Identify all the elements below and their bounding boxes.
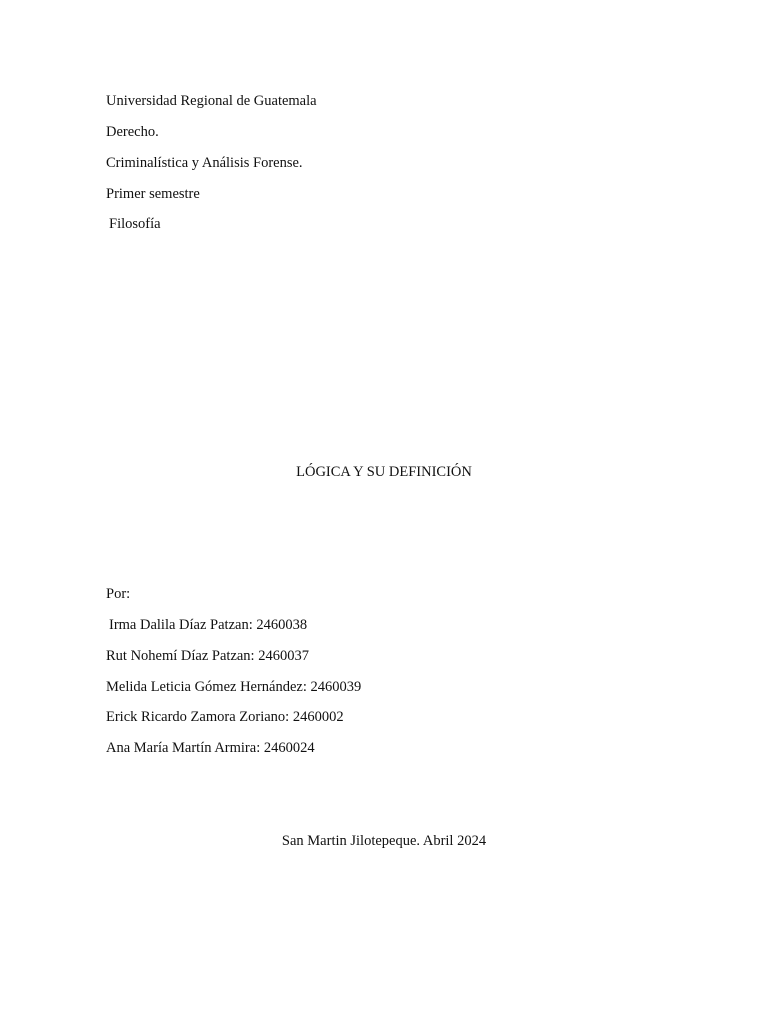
career-name: Criminalística y Análisis Forense.: [106, 155, 303, 171]
document-title: LÓGICA Y SU DEFINICIÓN: [296, 464, 472, 480]
place-and-date: San Martin Jilotepeque. Abril 2024: [281, 833, 487, 849]
author-item: Erick Ricardo Zamora Zoriano: 2460002: [106, 709, 344, 725]
author-item: Rut Nohemí Díaz Patzan: 2460037: [106, 648, 309, 664]
authors-label: Por:: [106, 586, 131, 602]
university-name: Universidad Regional de Guatemala: [106, 93, 317, 109]
author-item: Ana María Martín Armira: 2460024: [106, 740, 315, 756]
semester-label: Primer semestre: [106, 186, 200, 202]
course-name: Filosofía: [109, 216, 161, 232]
faculty-name: Derecho.: [106, 124, 159, 140]
author-item: Irma Dalila Díaz Patzan: 2460038: [109, 617, 308, 633]
author-item: Melida Leticia Gómez Hernández: 2460039: [106, 679, 362, 695]
